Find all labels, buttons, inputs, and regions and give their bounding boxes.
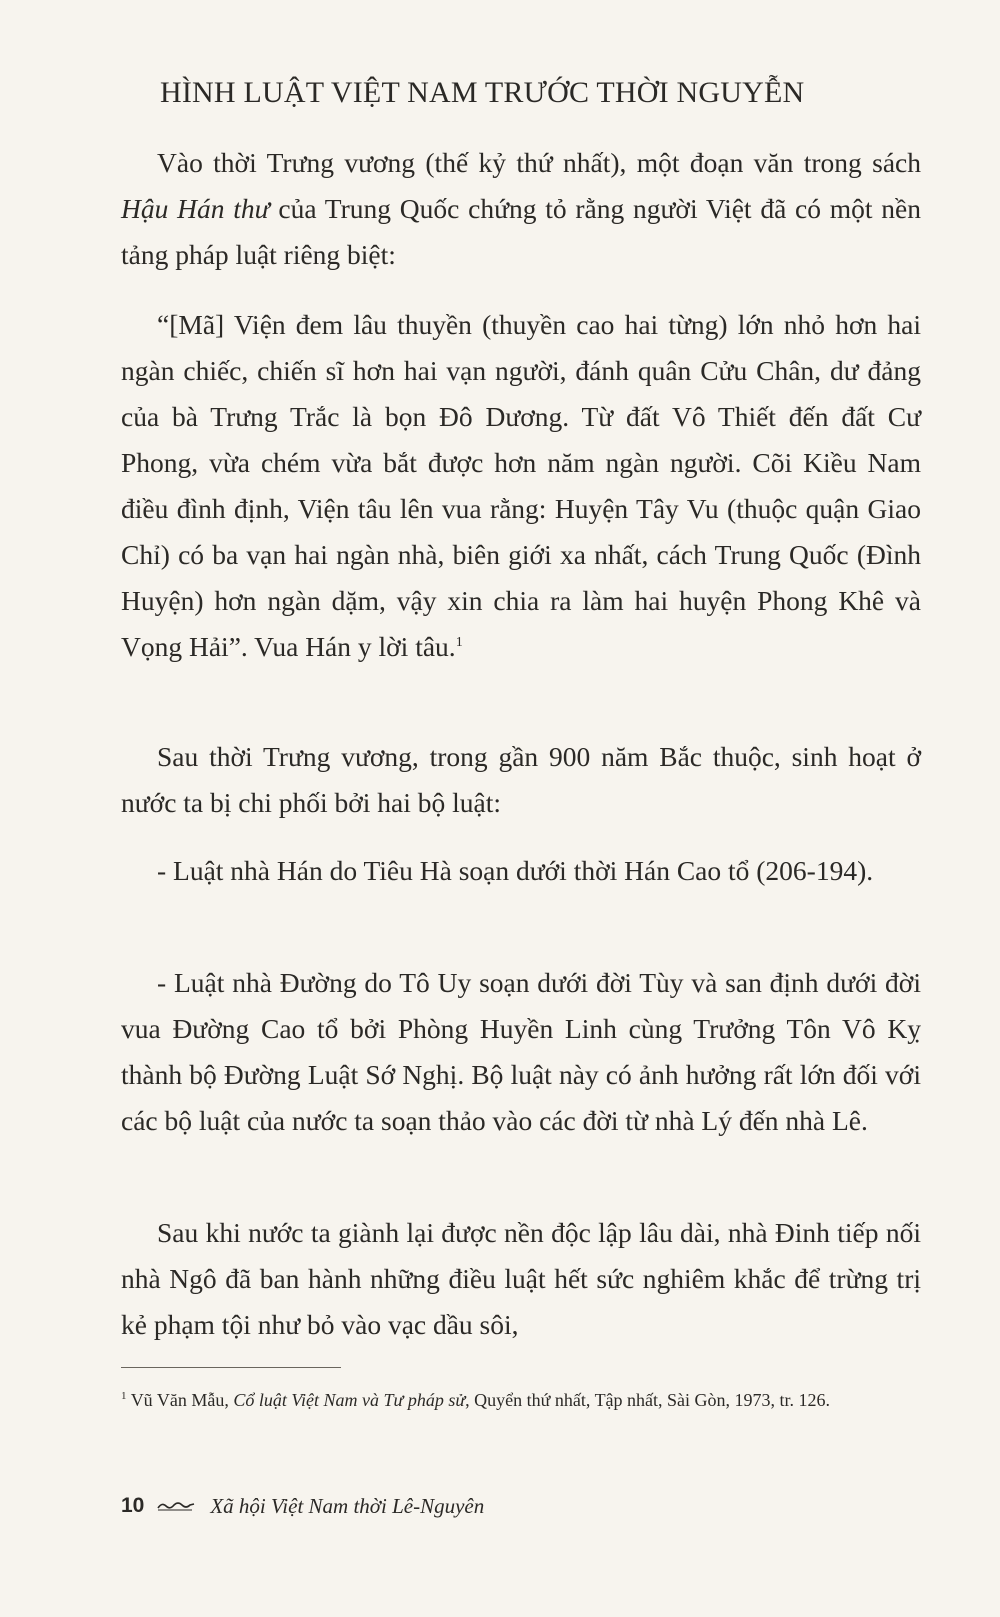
list-item-tang-law [121,960,921,1144]
paragraph-1-text-a: Vào thời Trưng vương (thế kỷ thứ nhất), một đoạn văn trong sách [157,147,921,178]
paragraph-3-text: Sau thời Trưng vương, trong gần 900 năm Bắc thuộc, sinh hoạt ở nước ta bị chi phối bởi hai bộ luật: [121,741,921,818]
paragraph-6 [121,1210,921,1348]
paragraph-1 [121,140,921,278]
footnote-marker: 1 [121,1390,127,1402]
list-item-han-law [121,848,921,894]
page-number: 10 [121,1494,145,1517]
paragraph-quote [121,302,921,670]
book-title-italic: Hậu Hán thư [121,193,270,224]
footnote-divider [121,1367,341,1368]
list-item-tang-law-text: - Luật nhà Đường do Tô Uy soạn dưới đời Tùy và san định dưới đời vua Đường Cao tổ bởi Phòng Huyền Linh cùng Trưởng Tôn Vô Kỵ thành bộ Đường Luật Sớ Nghị. Bộ luật này có ảnh hưởng rất lớn đối với các bộ luật của nước ta soạn thảo vào các đời từ nhà Lý đến nhà Lê. [121,967,921,1136]
list-item-han-law-text: - Luật nhà Hán do Tiêu Hà soạn dưới thời Hán Cao tổ (206-194). [157,855,874,886]
footnote-author: Vũ Văn Mẫu, [130,1390,234,1410]
scroll-ornament-icon [156,1499,196,1513]
paragraph-1-text-b: của Trung Quốc chứng tỏ rằng người Việt đã có một nền tảng pháp luật riêng biệt: [121,193,921,270]
quote-text: “[Mã] Viện đem lâu thuyền (thuyền cao hai từng) lớn nhỏ hơn hai ngàn chiếc, chiến sĩ hơn hai vạn người, đánh quân Cửu Chân, dư đảng của bà Trưng Trắc là bọn Đô Dương. Từ đất Vô Thiết đến đất Cư Phong, vừa chém vừa bắt được hơn năm ngàn người. Cõi Kiều Nam điều đình định, Viện tâu lên vua rằng: Huyện Tây Vu (thuộc quận Giao Chỉ) có ba vạn hai ngàn nhà, biên giới xa nhất, cách Trung Quốc (Đình Huyện) hơn ngàn dặm, vậy xin chia ra làm hai huyện Phong Khê và Vọng Hải”. Vua Hán y lời tâu. [121,309,921,662]
footnote-rest: , Quyển thứ nhất, Tập nhất, Sài Gòn, 1973, tr. 126. [465,1390,831,1410]
section-heading: HÌNH LUẬT VIỆT NAM TRƯỚC THỜI NGUYỄN [160,76,805,109]
footnote-title: Cổ luật Việt Nam và Tư pháp sử [233,1390,466,1410]
paragraph-3 [121,734,921,826]
footnote-reference: 1 [455,634,463,650]
running-title: Xã hội Việt Nam thời Lê-Nguyên [210,1493,485,1518]
footnote [121,1380,921,1416]
paragraph-6-text: Sau khi nước ta giành lại được nền độc lập lâu dài, nhà Đinh tiếp nối nhà Ngô đã ban hành những điều luật hết sức nghiêm khắc để trừng trị kẻ phạm tội như bỏ vào vạc dầu sôi, [121,1217,921,1340]
page-footer [121,1486,484,1526]
